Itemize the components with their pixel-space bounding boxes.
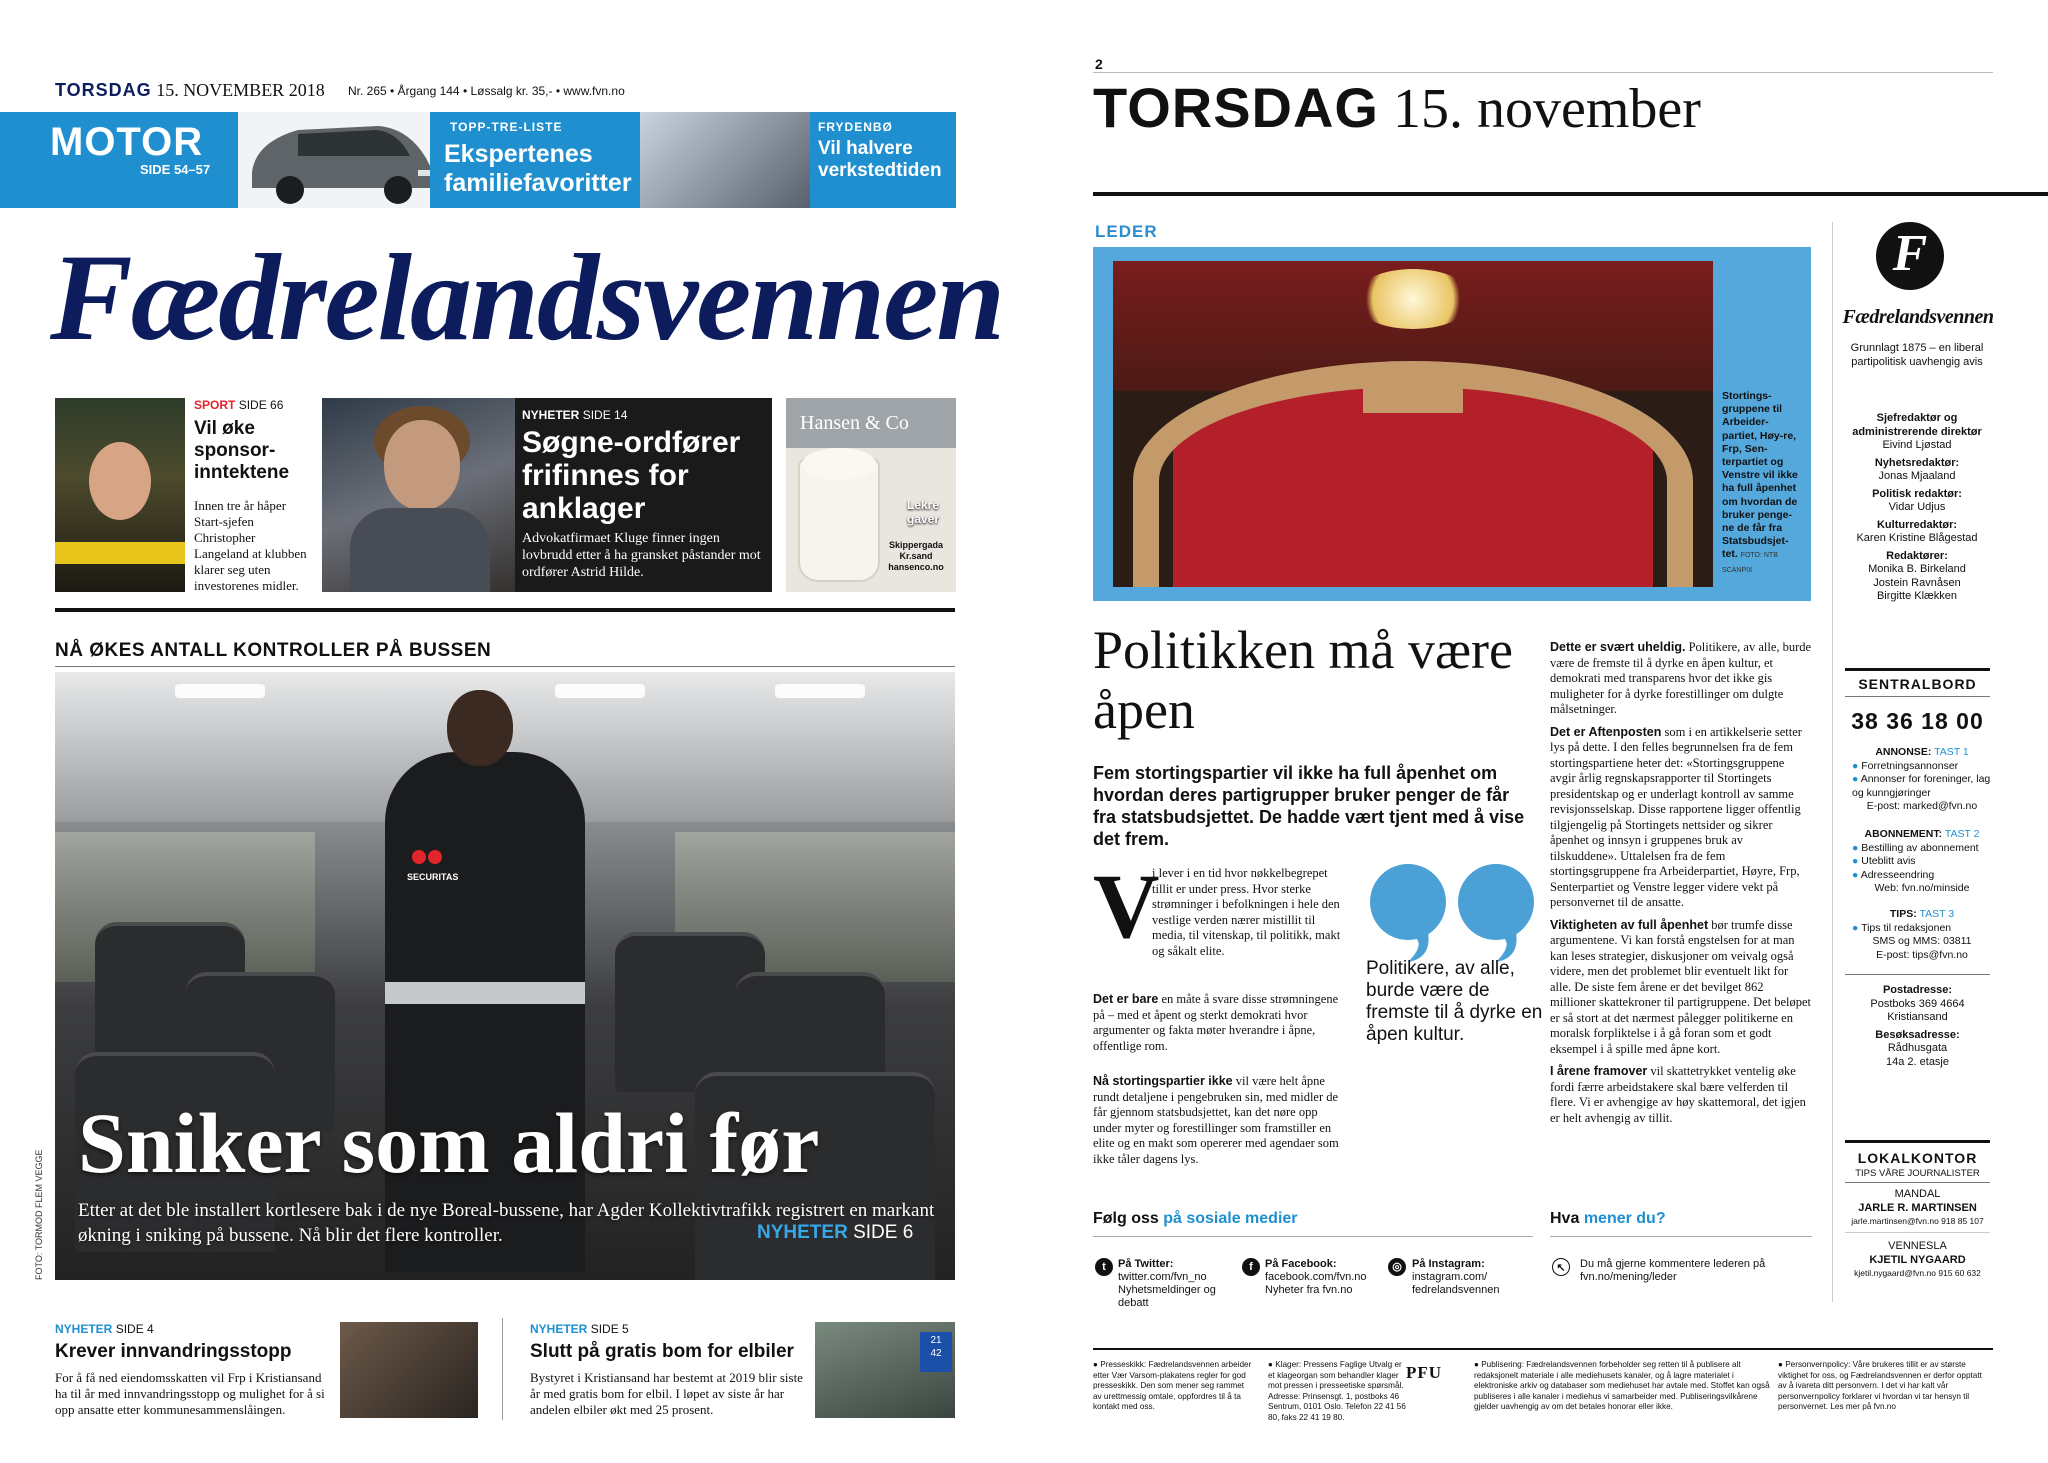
staff-label-3: Kulturredaktør: (1876, 518, 1958, 531)
leder-label: LEDER (1095, 222, 1158, 241)
visit-text: Rådhusgata 14a 2. etasje (1886, 1042, 1949, 1068)
vennesla-name: KJETIL NYGAARD (1869, 1253, 1966, 1266)
col3-p2-lead: Det er Aftenposten (1550, 724, 1662, 739)
main-section-head: NÅ ØKES ANTALL KONTROLLER PÅ BUSSEN (55, 640, 492, 661)
staff-label-2: Politisk redaktør: (1872, 487, 1962, 500)
twitter-block[interactable] (1118, 1258, 1230, 1310)
twitter-text: twitter.com/fvn_no Nyhetsmeldinger og debatt (1118, 1271, 1216, 1309)
col1-p1: i lever i en tid hvor nøkkelbegrepet tillit er under press. Hvor sterke strømninger i befolkningen i hele den vestlige verden nærer mistillit til media, til vitenskap, til politikk, makt og såkalt elite. (1152, 866, 1341, 958)
facebook-icon[interactable]: f (1242, 1258, 1260, 1276)
sidebar-staff (1842, 412, 1992, 604)
sport-section: SPORT (194, 398, 236, 412)
mayor-image (322, 398, 515, 592)
main-headline[interactable]: Sniker som aldri før (78, 1095, 820, 1191)
sport-page: SIDE 66 (238, 398, 284, 412)
footer-presse: ● Presseskikk: Fædrelandsvennen arbeider etter Vær Varsom-plakatens regler for god presseskikk. Den som mener seg rammet av urettmessig omtale, oppfordres til å ta kontakt med oss. (1093, 1360, 1252, 1411)
bottom1-section: NYHETER (55, 1322, 113, 1336)
vennesla-contact[interactable]: kjetil.nygaard@fvn.no 915 60 632 (1854, 1268, 1981, 1278)
ad-place-1: Skippergada (888, 540, 944, 550)
hva-a: Hva (1550, 1210, 1580, 1227)
sport-title[interactable]: Vil øke sponsor-inntektene (194, 418, 290, 483)
lokal-sub: TIPS VÅRE JOURNALISTER (1855, 1168, 1980, 1179)
vennesla-label: VENNESLA (1888, 1240, 1947, 1252)
quote-mark-icon (1368, 862, 1538, 962)
bottom1-kicker (55, 1322, 154, 1336)
bottom2-body: Bystyret i Kristiansand har bestemt at 2019 blir siste år med gratis bom for elbil. I løpet av siste år har andelen elbiler økt med 25 prosent. (530, 1370, 803, 1417)
abo-item-1: Uteblitt avis (1861, 855, 1916, 867)
mandal-label: MANDAL (1894, 1188, 1941, 1200)
col3-p1-lead: Dette er svært uheldig. (1550, 640, 1686, 654)
road-sign (920, 1332, 952, 1372)
col3-p3: bør trumfe disse argumentene. Vi kan forstå engstelsen for at man kan leses strategier, diskusjoner om veivalg også videre, men det problemet blir eventuelt likt for alle. De siste fem årene er det bevilget 862 millioner skattekroner til partigruppene. Det beløpet er så stort at det nærmest pålegger politikerne en moralsk forpliktelse i å gå foran som et godt eksempel i å spille med åpne kort. (1550, 917, 1812, 1056)
bottom1-page: SIDE 4 (115, 1322, 154, 1336)
front-dateline (55, 80, 325, 101)
sidebar-logo: Fædrelandsvennen (1842, 306, 1994, 328)
col3-p3-lead: Viktigheten av full åpenhet (1550, 917, 1709, 932)
staff-name-2: Vidar Udjus (1888, 501, 1946, 513)
sb-rule-2 (1845, 696, 1990, 697)
col1-p2-lead: Det er bare (1093, 992, 1159, 1006)
staff-label-0: Sjefredaktør og administrerende direktør (1852, 412, 1982, 438)
instagram-block[interactable] (1412, 1258, 1532, 1297)
tips-block: TIPS: TAST 3 ● Tips til redaksjonen SMS og MMS: 03811 E-post: tips@fvn.no (1852, 908, 1992, 962)
cream-top-image (802, 448, 876, 480)
annonse-item-1: Annonser for foreninger, lag og kunngjøringer (1852, 773, 1991, 799)
issue-info: Nr. 265 • Årgang 144 • Løssalg kr. 35,- • www.fvn.no (348, 84, 625, 98)
mandal-contact[interactable]: jarle.martinsen@fvn.no 918 85 107 (1851, 1216, 1984, 1226)
bottom2-section: NYHETER (530, 1322, 588, 1336)
col1-p2-block (1093, 992, 1349, 1054)
bottom1-title[interactable]: Krever innvandringsstopp (55, 1341, 292, 1362)
sport-kicker (194, 398, 283, 412)
news-body: Advokatfirmaet Kluge finner ingen lovbrudd etter å ha gransket påstander mot ordfører Astrid Hilde. (522, 531, 761, 580)
col3-p1: Politikere, av alle, burde være de fremste til å dyrke en åpen kultur, et demokrati med transparens hvor det ikke gis muligheter for å dyrke forestillinger om dulgte målsetninger. (1550, 640, 1812, 716)
ad-place-2: Kr.sand (899, 551, 933, 561)
promo-mid-title: Ekspertenes familiefavoritter (444, 140, 632, 197)
staff-label-1: Nyhetsredaktør: (1874, 456, 1960, 469)
masthead-logo[interactable]: Fædrelandsvennen (50, 229, 1004, 366)
caption-text: Stortings-gruppene til Arbeider-partiet, Høy-re, Frp, Sen-terpartiet og Venstre vil ikke ha full åpenhet om hvordan de bruker penge-ne de får fra Statsbudsjet-tet. (1722, 390, 1798, 561)
visit-label: Besøksadresse: (1875, 1028, 1960, 1041)
photo-credit: FOTO: TORMOD FLEM VEGGE (34, 1149, 44, 1280)
dropcap: V (1093, 855, 1160, 957)
promo-mid-kicker: TOPP-TRE-LISTE (450, 120, 563, 134)
page-number: 2 (1095, 56, 1103, 72)
hva-rule (1550, 1236, 1812, 1237)
lokal-head: LOKALKONTOR (1857, 1150, 1978, 1166)
news-section: NYHETER (522, 408, 580, 422)
col1-p3-lead: Nå stortingspartier ikke (1093, 1074, 1233, 1088)
sport-image (55, 398, 185, 592)
column-divider (502, 1318, 503, 1420)
edit-day: TORSDAG (1093, 76, 1379, 139)
instagram-icon[interactable]: ◎ (1388, 1258, 1406, 1276)
mandal-name: JARLE R. MARTINSEN (1858, 1201, 1977, 1214)
col1-p2: en måte å svare disse strømningene på – med et åpent og sterkt demokrati hvor argumenter og fakta møter hverandre i åpne, offentlige rom. (1093, 992, 1339, 1053)
col3-p2: som i en artikkelserie setter lys på dette. I den felles begrunnelsen fra de fem stortingspartiene heter det: «Stortingsgruppene avgir årlig regnskapsrapporter til Stortingets presidentskap og er underlagt kontroll av samme revisjonsselskap. Disse rapportene ligger offentlig tilgjengelig på Stortingets nettsider og sikrer åpenhet og innsyn i gruppenes bruk av tilskuddene». Uttalelsen fra de fem stortingsgruppene fra Arbeiderpartiet, Høyre, Frp, Senterpartiet og Venstre legger videre vekt på personvernet til de ansatte. (1550, 724, 1802, 909)
annonse-block: ANNONSE: TAST 1 ● Forretningsannonser ● Annonser for foreninger, lag og kunngjøringer E-post: marked@fvn.no (1852, 746, 1991, 812)
bottom2-kicker (530, 1322, 629, 1336)
news-title[interactable]: Søgne-ordfører frifinnes for anklager (522, 426, 741, 525)
front-day: TORSDAG (55, 80, 152, 100)
promo-motor-label[interactable]: MOTOR (50, 120, 204, 164)
sb-rule-5 (1845, 1182, 1990, 1183)
sidebar-divider (1832, 222, 1833, 1302)
main-ref-section: NYHETER (757, 1222, 848, 1243)
hva-b: mener du? (1583, 1210, 1666, 1227)
col1-p3: vil være helt åpne rundt detaljene i pengebruken sin, med midler de får gjennom statsbudsjettet, kan det nøre opp under myter og forestillinger som framstiller en elite og en makt som opererer med agendaer som ikke tåler dagens lys. (1093, 1074, 1339, 1166)
sidebar-founded: Grunnlagt 1875 – en liberal partipolitisk uavhengig avis (1850, 342, 1984, 368)
news-kicker (522, 408, 627, 422)
politicians-image (340, 1322, 478, 1418)
address-block (1845, 984, 1990, 1069)
promo-mid[interactable] (430, 112, 640, 208)
tips-tast: TAST 3 (1919, 908, 1955, 920)
bottom2-title[interactable]: Slutt på gratis bom for elbiler (530, 1341, 794, 1362)
post-text: Postboks 369 4664 Kristiansand (1870, 997, 1965, 1023)
col1-p1-top (1152, 866, 1348, 959)
caption-credit: FOTO: NTB SCANPIX (1722, 552, 1778, 574)
main-ref[interactable] (757, 1222, 913, 1244)
edit-date: 15. november (1393, 78, 1701, 140)
abo-web[interactable]: Web: fvn.no/minside (1874, 882, 1970, 894)
car-image (238, 112, 443, 208)
bottom2-page: SIDE 5 (590, 1322, 629, 1336)
facebook-block[interactable] (1265, 1258, 1383, 1297)
follow-b: på sosiale medier (1163, 1210, 1298, 1227)
editorial-headline: Politikken må være åpen (1093, 620, 1513, 740)
news-page: SIDE 14 (582, 408, 628, 422)
front-page (0, 0, 1010, 1463)
facebook-label: På Facebook: (1265, 1258, 1337, 1270)
sb-rule-4 (1845, 1140, 1990, 1143)
abo-block: ABONNEMENT: TAST 2 ● Bestilling av abonnement ● Uteblitt avis ● Adresseendring Web: fvn.no/minside (1852, 828, 1992, 896)
parliament-photo[interactable] (1113, 261, 1713, 587)
switchboard-head: SENTRALBORD (1858, 676, 1977, 692)
divider (55, 608, 955, 612)
sb-rule-3 (1845, 974, 1990, 975)
abo-tast: TAST 2 (1944, 828, 1980, 840)
fvn-logo-icon: F (1876, 222, 1944, 290)
staff-label-4: Redaktører: (1886, 549, 1948, 562)
post-label: Postadresse: (1882, 984, 1953, 996)
main-ref-page: SIDE 6 (853, 1222, 914, 1243)
ad-brand: Hansen & Co (800, 412, 909, 434)
instagram-text: instagram.com/ fedrelandsvennen (1412, 1271, 1500, 1296)
road-sign-number-2: 42 (930, 1348, 942, 1359)
edit-dateline (1093, 76, 1701, 141)
staff-name-3: Karen Kristine Blågestad (1856, 532, 1978, 544)
follow-a: Følg oss (1093, 1210, 1159, 1227)
col3-p4: vil skattetrykket ventelig øke fordi færre arbeidstakere skal bære velferden til flere. Vi er avhengige av høy skattemoral, det igjen er helt avhengig av tillit. (1550, 1064, 1806, 1125)
tips-item-0: Tips til redaksjonen (1861, 921, 1952, 934)
switchboard-phone[interactable]: 38 36 18 00 (1851, 708, 1984, 734)
sport-body: Innen tre år håper Start-sjefen Christopher Langeland at klubben klarer seg uten investorenes midler. (194, 498, 307, 593)
footer-publisering: ● Publisering: Fædrelandsvennen forbeholder seg retten til å publisere alt redaksjonelt materiale i alle mediehusets kanaler, og å lagre materialet i elektroniske arkiv og databaser som mediehuset har avtale med. Stoffet kan også publiseres i alle kanaler i mediehus vi samarbeider med. Publiseringsvilkårene gjelder uavhengig av om det betales honorar eller ikke. (1474, 1360, 1770, 1411)
promo-right[interactable] (810, 112, 956, 208)
facebook-text: facebook.com/fvn.no Nyheter fra fvn.no (1265, 1271, 1367, 1296)
promo-motor-pages: SIDE 54–57 (140, 162, 211, 177)
photo-caption (1722, 390, 1802, 577)
tips-label: TIPS: (1889, 908, 1917, 920)
mandal-block (1845, 1188, 1990, 1229)
divider-thin (55, 666, 955, 667)
hva-text[interactable]: Du må gjerne kommentere lederen på fvn.no/mening/leder (1580, 1258, 1766, 1283)
col1-p3-block (1093, 1074, 1349, 1167)
tips-sms: SMS og MMS: 03811 (1872, 935, 1972, 947)
follow-heading (1093, 1210, 1298, 1228)
col3-block (1550, 640, 1812, 1126)
footer-klager: ● Klager: Pressens Faglige Utvalg er et klageorgan som behandler klager mot pressen i presseetiske spørsmål. Adresse: Prinsensgt. 1, postboks 46 Sentrum, 0101 Oslo. Telefon 22 41 56 80, faks 22 41 19 80. (1268, 1360, 1406, 1422)
pfu-logo: PFU (1406, 1363, 1443, 1382)
abo-label: ABONNEMENT: (1864, 828, 1943, 840)
hva-heading (1550, 1210, 1666, 1228)
car-icon (238, 112, 443, 208)
twitter-icon[interactable]: t (1095, 1258, 1113, 1276)
vennesla-block (1845, 1240, 1990, 1281)
instagram-label: På Instagram: (1412, 1258, 1485, 1270)
twitter-label: På Twitter: (1118, 1258, 1174, 1270)
abo-item-2: Adresseendring (1860, 868, 1935, 881)
staff-name-0: Eivind Ljøstad (1882, 439, 1952, 451)
tips-email[interactable]: E-post: tips@fvn.no (1876, 948, 1968, 961)
staff-name-1: Jonas Mjaaland (1878, 470, 1956, 482)
securitas-logo-icon (411, 848, 445, 866)
main-body: Etter at det ble installert kortlesere bak i de nye Boreal-bussene, har Agder Kollektivtrafikk registrert en markant økning i sniking på bussene. Nå blir det flere kontroller. (78, 1200, 935, 1246)
annonse-email[interactable]: E-post: marked@fvn.no (1866, 800, 1978, 812)
footer-personvern: ● Personvernpolicy: Våre brukeres tillit er av største viktighet for oss, og Fædrelandsvennen er derfor opptatt av å ivareta ditt personvern. I det vi har kalt vår personvernpolicy forklarer vi hvordan vi tar hensyn til personvernet. Les mer på fvn.no (1778, 1360, 1982, 1411)
securitas-badge: SECURITAS (407, 872, 459, 882)
editorial-ingress: Fem stortingspartier vil ikke ha full åpenhet om hvordan deres partigrupper bruker penger de får fra statsbudsjettet. De hadde vært tjent med å vise det frem. (1093, 763, 1525, 849)
bottom1-body: For å få ned eiendomsskatten vil Frp i Kristiansand ha til år med innvandringsstopp og mulighet for å si opp ansatte etter kommunesammenslåingen. (55, 1370, 325, 1417)
promo-right-kicker: FRYDENBØ (818, 120, 893, 134)
sb-rule-1 (1845, 668, 1990, 671)
promo-right-title: Vil halvere verkstedtiden (818, 138, 942, 181)
social-rule (1093, 1236, 1533, 1237)
footer-rule (1093, 1348, 1993, 1350)
ad-label: Lekre gaver (906, 498, 940, 526)
staff-name-4: Monika B. Birkeland Jostein Ravnåsen Birgitte Klækken (1868, 563, 1966, 602)
abo-item-0: Bestilling av abonnement (1861, 841, 1979, 854)
annonse-label: ANNONSE: (1875, 746, 1932, 758)
date-rule (1093, 192, 2048, 196)
annonse-tast: TAST 1 (1934, 746, 1969, 758)
road-sign-number-1: 21 (930, 1335, 942, 1346)
ad-place (880, 540, 952, 573)
top-rule (1093, 72, 1993, 73)
sb-rule-6 (1845, 1232, 1990, 1233)
pull-quote: Politikere, av alle, burde være de fremste til å dyrke en åpen kultur. (1366, 958, 1543, 1045)
front-date: 15. NOVEMBER 2018 (156, 80, 325, 100)
annonse-item-0: Forretningsannonser (1861, 759, 1959, 772)
col3-p4-lead: I årene framover (1550, 1064, 1648, 1078)
ad-web: hansenco.no (888, 562, 944, 572)
cursor-icon: ↖ (1552, 1258, 1570, 1276)
mechanic-image (640, 112, 810, 208)
